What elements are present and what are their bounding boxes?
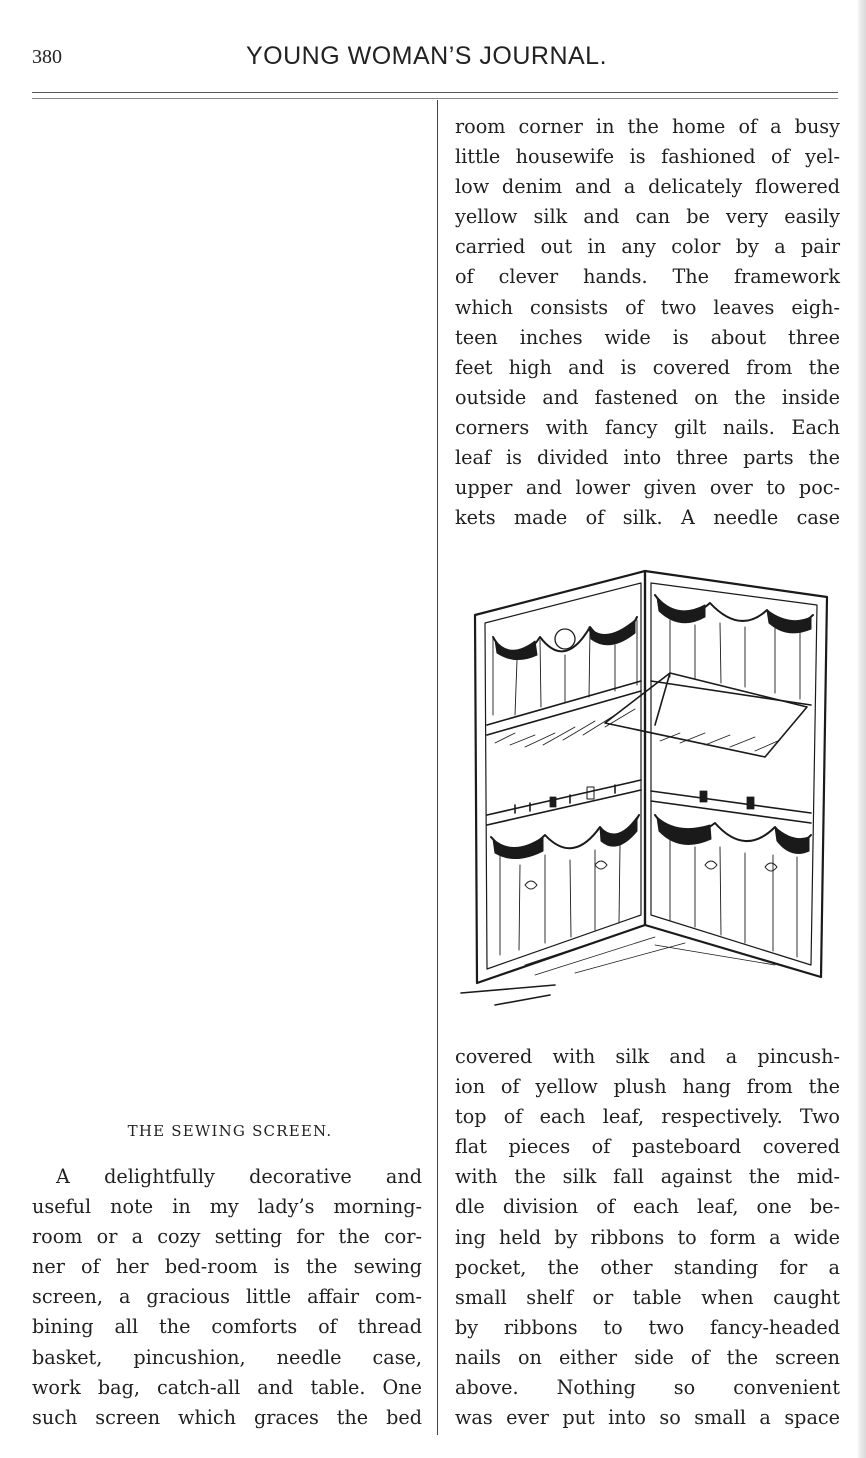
page-header (0, 0, 866, 100)
right-column-bottom-text (455, 1042, 840, 1433)
left-column-text (32, 1162, 422, 1433)
text-line: which consists of two leaves eigh- (455, 295, 840, 319)
text-line: by ribbons to two fancy-headed (455, 1315, 840, 1339)
text-line: corners with fancy gilt nails. Each (455, 415, 840, 439)
page-edge-shadow (858, 0, 866, 1458)
text-line: upper and lower given over to poc- (455, 476, 840, 500)
page-number: 380 (32, 46, 62, 68)
text-line: low denim and a delicately flowered (455, 175, 840, 199)
text-line: bining all the comforts of thread (32, 1315, 422, 1339)
text-line: above. Nothing so convenient (455, 1376, 840, 1400)
text-line: basket, pincushion, needle case, (32, 1345, 422, 1369)
text-line: teen inches wide is about three (455, 325, 840, 349)
text-line: room or a cozy setting for the cor- (32, 1225, 422, 1249)
text-line: A delightfully decorative and (56, 1165, 422, 1188)
text-line: carried out in any color by a pair (455, 235, 840, 259)
text-line: dle division of each leaf, one be- (455, 1195, 840, 1219)
text-line: useful note in my lady’s morning- (32, 1195, 422, 1219)
text-line: was ever put into so small a space (455, 1406, 840, 1430)
sewing-screen-illustration-icon (455, 565, 840, 1010)
text-line: small shelf or table when caught (455, 1285, 840, 1309)
text-line: with the silk fall against the mid- (455, 1165, 840, 1189)
text-line: ion of yellow plush hang from the (455, 1075, 840, 1099)
text-line: work bag, catch-all and table. One (32, 1375, 422, 1399)
text-line: flat pieces of pasteboard covered (455, 1135, 840, 1159)
text-line: ner of her bed-room is the sewing (32, 1255, 422, 1279)
text-line: yellow silk and can be very easily (455, 205, 840, 229)
text-line: of clever hands. The framework (455, 265, 840, 289)
text-line: outside and fastened on the inside (455, 385, 840, 409)
header-rule-bottom (32, 98, 838, 99)
text-line: ing held by ribbons to form a wide (455, 1225, 840, 1249)
text-line: leaf is divided into three parts the (455, 446, 840, 470)
text-line: kets made of silk. A needle case (455, 506, 840, 530)
text-line: covered with silk and a pincush- (455, 1045, 840, 1068)
text-line: pocket, the other standing for a (455, 1255, 840, 1279)
column-divider (437, 100, 438, 1435)
header-rule-top (32, 92, 838, 93)
article-heading: THE SEWING SCREEN. (127, 1122, 333, 1140)
journal-title: YOUNG WOMAN’S JOURNAL. (246, 42, 608, 70)
text-line: feet high and is covered from the (455, 355, 840, 379)
text-line: nails on either side of the screen (455, 1345, 840, 1369)
text-line: screen, a gracious little affair com- (32, 1285, 422, 1309)
text-line: room corner in the home of a busy (455, 115, 840, 138)
right-column-top-text (455, 112, 840, 533)
text-line: little housewife is fashioned of yel- (455, 145, 840, 169)
text-line: top of each leaf, respectively. Two (455, 1105, 840, 1129)
text-line: such screen which graces the bed (32, 1405, 422, 1429)
